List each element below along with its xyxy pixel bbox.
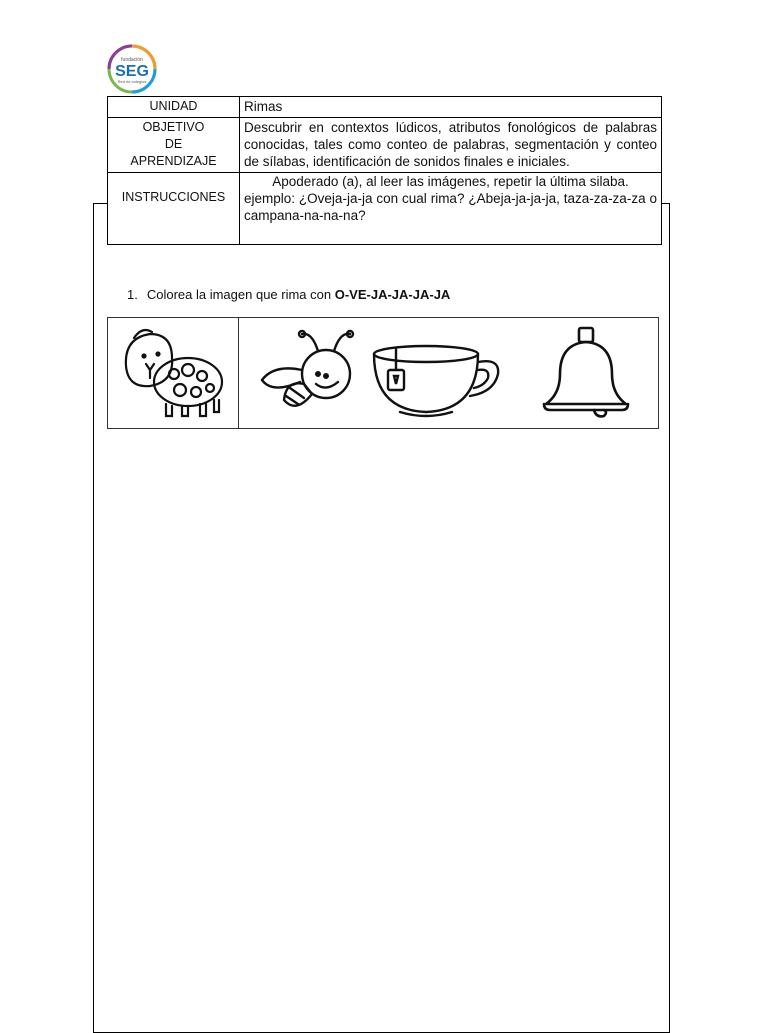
picture-divider [238,318,239,428]
unit-value: Rimas [240,97,662,118]
objective-label-line: APRENDIZAJE [130,154,217,168]
instructions-line-2: ejemplo: ¿Oveja-ja-ja con cual rima? ¿Abeja-ja-ja-ja, taza-za-za-za o campana-na-na-na? [244,191,657,223]
info-table [107,96,662,245]
picture-row [107,317,659,429]
objective-label-line: OBJETIVO [142,120,205,134]
logo-text: SEG [115,63,149,80]
teacup-icon[interactable] [370,340,500,420]
bee-icon[interactable] [256,324,366,424]
objective-label [108,118,240,173]
instructions-value [240,173,662,245]
instructions-label: INSTRUCCIONES [108,173,240,245]
sheep-icon[interactable] [116,324,228,424]
table-row [108,173,662,245]
question-number: 1. [127,287,138,302]
logo-subtext: fundación [121,57,143,63]
objective-value: Descubrir en contextos lúdicos, atributos fonológicos de palabras conocidas, tales como conteo de palabras, segmentación y conteo de sílabas, identificación de sonidos finales e iniciales. [240,118,662,173]
question-1 [127,287,450,302]
question-emphasis: O-VE-JA-JA-JA-JA [334,287,451,302]
logo-tagline: Red de colegios [117,79,147,84]
bell-icon[interactable] [538,324,634,424]
question-text: Colorea la imagen que rima con [146,287,335,302]
instructions-line-1: Apoderado (a), al leer las imágenes, repetir la última silaba. [272,174,629,189]
table-row [108,97,662,118]
seg-logo [107,44,157,94]
table-row [108,118,662,173]
objective-label-line: DE [164,137,183,151]
unit-label: UNIDAD [108,97,240,118]
